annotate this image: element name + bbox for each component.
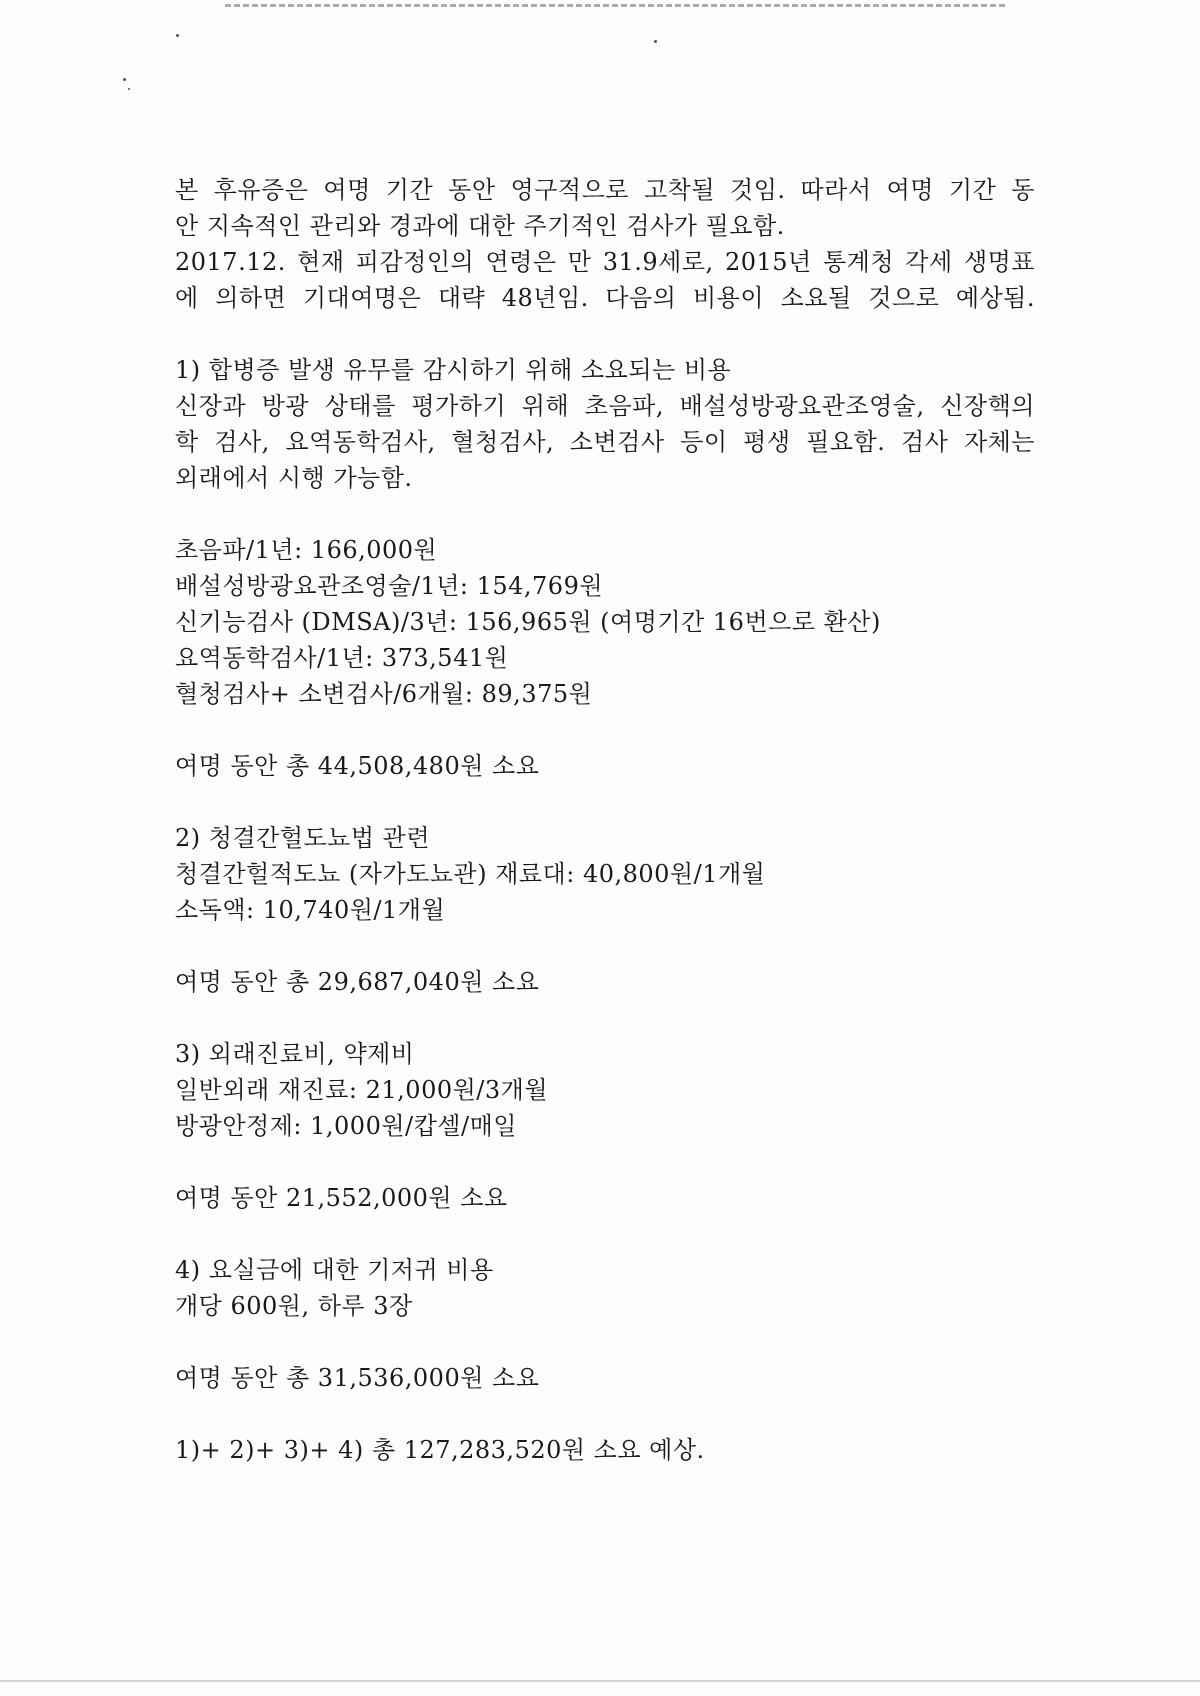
section-desc-line: 외래에서 시행 가능함. (175, 464, 413, 492)
section-1-items (175, 532, 1035, 712)
intro-line: 에 의하면 기대여명은 대략 48년임. 다음의 비용이 소요될 것으로 예상됨. (175, 284, 1035, 312)
section-3-total (175, 1180, 1035, 1216)
grand-total-line: 1)+ 2)+ 3)+ 4) 총 127,283,520원 소요 예상. (175, 1436, 705, 1464)
section-heading: 3) 외래진료비, 약제비 (175, 1040, 415, 1068)
section-2-total (175, 964, 1035, 1000)
cost-item: 초음파/1년: 166,000원 (175, 536, 438, 564)
grand-total (175, 1432, 1035, 1468)
intro-line: 안 지속적인 관리와 경과에 대한 주기적인 검사가 필요함. (175, 212, 785, 240)
cost-item: 혈청검사+ 소변검사/6개월: 89,375원 (175, 680, 593, 708)
section-total: 여명 동안 총 29,687,040원 소요 (175, 968, 540, 996)
section-desc-line: 신장과 방광 상태를 평가하기 위해 초음파, 배설성방광요관조영술, 신장핵의 (175, 392, 1035, 420)
scan-artifact-bottom (0, 1680, 1200, 1682)
section-total: 여명 동안 총 31,536,000원 소요 (175, 1364, 540, 1392)
section-2 (175, 820, 1035, 928)
section-4-total (175, 1360, 1035, 1396)
section-heading: 2) 청결간헐도뇨법 관련 (175, 824, 431, 852)
cost-item: 개당 600원, 하루 3장 (175, 1292, 413, 1320)
cost-item: 요역동학검사/1년: 373,541원 (175, 644, 509, 672)
intro-line: 2017.12. 현재 피감정인의 연령은 만 31.9세로, 2015년 통계청 각세 생명표 (175, 248, 1035, 276)
scan-speck (128, 88, 130, 90)
section-heading: 4) 요실금에 대한 기저귀 비용 (175, 1256, 494, 1284)
cost-item: 소독액: 10,740원/1개월 (175, 896, 446, 924)
cost-item: 배설성방광요관조영술/1년: 154,769원 (175, 572, 604, 600)
scan-artifact-top (225, 4, 1005, 13)
section-4 (175, 1252, 1035, 1324)
section-1 (175, 352, 1035, 496)
section-total: 여명 동안 총 44,508,480원 소요 (175, 752, 540, 780)
section-1-total (175, 748, 1035, 784)
section-desc-line: 학 검사, 요역동학검사, 혈청검사, 소변검사 등이 평생 필요함. 검사 자체는 (175, 428, 1035, 456)
cost-item: 청결간헐적도뇨 (자가도뇨관) 재료대: 40,800원/1개월 (175, 860, 766, 888)
scan-speck (654, 40, 657, 43)
section-heading: 1) 합병증 발생 유무를 감시하기 위해 소요되는 비용 (175, 356, 732, 384)
cost-item: 신기능검사 (DMSA)/3년: 156,965원 (여명기간 16번으로 환산) (175, 608, 881, 636)
cost-item: 방광안정제: 1,000원/캅셀/매일 (175, 1112, 517, 1140)
scan-speck (123, 78, 126, 81)
section-3 (175, 1036, 1035, 1144)
intro-paragraph (175, 172, 1035, 316)
intro-line: 본 후유증은 여명 기간 동안 영구적으로 고착될 것임. 따라서 여명 기간 동 (175, 176, 1035, 204)
scan-speck (176, 34, 179, 37)
section-total: 여명 동안 21,552,000원 소요 (175, 1184, 508, 1212)
cost-item: 일반외래 재진료: 21,000원/3개월 (175, 1076, 549, 1104)
